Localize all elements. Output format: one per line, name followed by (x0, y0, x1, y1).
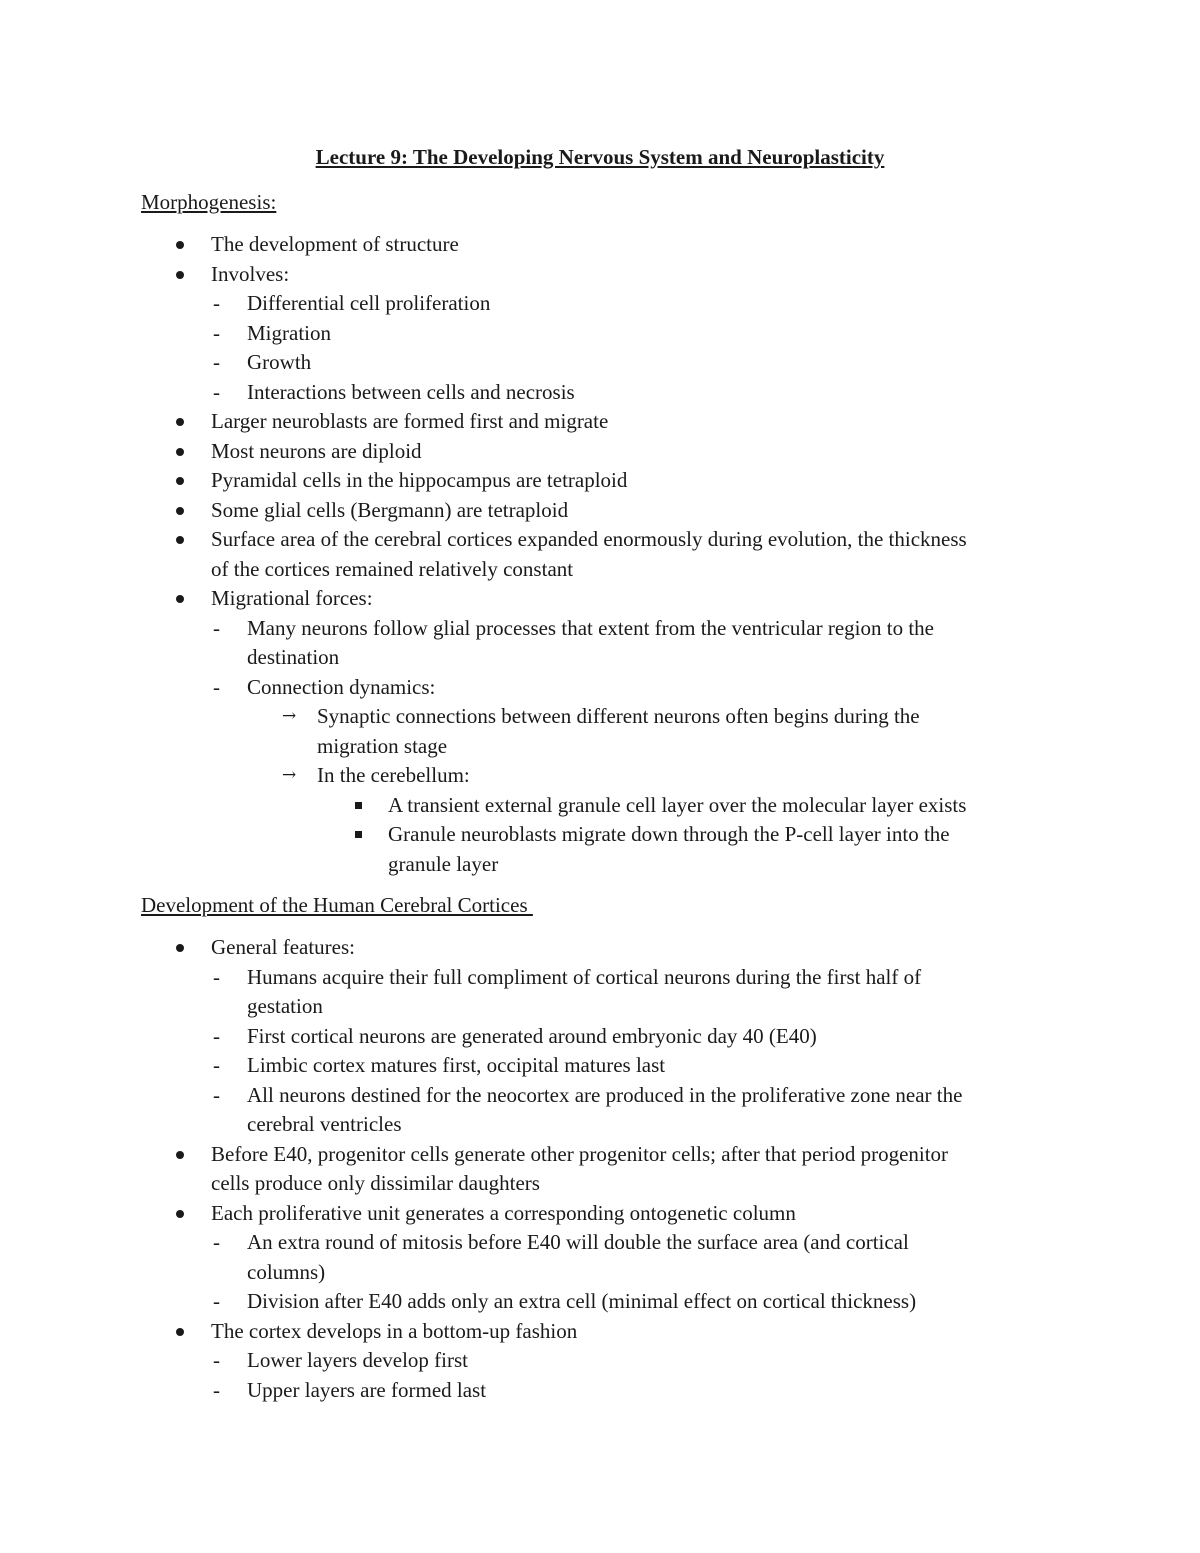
dash-icon: - (213, 964, 220, 989)
list-item (0, 260, 1200, 290)
list-item (0, 1287, 1200, 1317)
list-item-text: First cortical neurons are generated around embryonic day 40 (E40) (247, 1023, 817, 1048)
list-item-text: columns) (247, 1259, 326, 1284)
list-item-text: Limbic cortex matures first, occipital matures last (247, 1053, 666, 1077)
list-item (0, 643, 1200, 673)
list-item (0, 1346, 1200, 1376)
list-item (0, 1081, 1200, 1111)
dash-icon: - (213, 350, 220, 374)
list-item-text: Each proliferative unit generates a corresponding ontogenetic column (211, 1200, 796, 1225)
list-item-text: The development of structure (211, 232, 459, 256)
list-item-text: The cortex develops in a bottom-up fashion (211, 1318, 578, 1343)
list-item (0, 1228, 1200, 1258)
arrow-right-icon: → (282, 765, 297, 785)
section-heading-morphogenesis: Morphogenesis: (141, 190, 277, 214)
list-item (0, 761, 1200, 791)
square-bullet-icon (355, 802, 362, 809)
list-item (0, 230, 1200, 260)
list-item (0, 1051, 1200, 1081)
list-item-text: In the cerebellum: (317, 763, 470, 787)
list-item-text: Some glial cells (Bergmann) are tetraploid (211, 497, 569, 522)
list-item-text: Surface area of the cerebral cortices expanded enormously during evolution, the thickness (211, 527, 967, 551)
list-item-text: granule layer (388, 851, 499, 876)
list-item-text: Most neurons are diploid (211, 438, 422, 463)
dash-icon: - (213, 1348, 220, 1372)
list-item-text: Upper layers are formed last (247, 1377, 487, 1402)
list-item (0, 1022, 1200, 1052)
list-item (0, 319, 1200, 349)
bullet-icon (176, 241, 184, 249)
list-item (0, 933, 1200, 963)
dash-icon: - (213, 615, 220, 640)
list-item-text: Differential cell proliferation (247, 291, 491, 315)
list-item (0, 1317, 1200, 1347)
list-item (0, 348, 1200, 378)
list-item-text: destination (247, 645, 340, 669)
bullet-icon (176, 271, 184, 279)
list-item-text: All neurons destined for the neocortex are produced in the proliferative zone near the (247, 1082, 963, 1107)
list-item (0, 992, 1200, 1022)
list-item (0, 584, 1200, 614)
morphogenesis-list (0, 230, 1200, 879)
list-item-text: Pyramidal cells in the hippocampus are tetraploid (211, 468, 628, 492)
list-item-text: migration stage (317, 733, 448, 758)
list-item-text: Synaptic connections between different neurons often begins during the (317, 704, 920, 728)
arrow-right-icon: → (282, 706, 297, 726)
dash-icon: - (213, 1023, 220, 1048)
square-bullet-icon (355, 831, 362, 838)
list-item-text: Division after E40 adds only an extra cell (minimal effect on cortical thickness) (247, 1289, 917, 1313)
list-item-text: Migrational forces: (211, 586, 373, 610)
list-item-text: An extra round of mitosis before E40 will double the surface area (and cortical (247, 1230, 909, 1254)
list-item-text: Larger neuroblasts are formed first and migrate (211, 409, 609, 433)
dash-icon: - (213, 379, 220, 404)
dash-icon: - (213, 1053, 220, 1077)
dash-icon: - (213, 1082, 220, 1107)
list-item (0, 1376, 1200, 1406)
list-item-text: of the cortices remained relatively constant (211, 556, 574, 581)
list-item-text: General features: (211, 935, 355, 959)
list-item (0, 496, 1200, 526)
list-item (0, 963, 1200, 993)
page-title: Lecture 9: The Developing Nervous System and Neuroplasticity (315, 145, 885, 169)
list-item-text: Involves: (211, 261, 290, 286)
list-item (0, 850, 1200, 880)
list-item-text: Lower layers develop first (247, 1348, 469, 1372)
list-item-text: A transient external granule cell layer over the molecular layer exists (388, 792, 967, 817)
bullet-icon (176, 507, 184, 515)
list-item-text: Growth (247, 350, 312, 374)
list-item (0, 702, 1200, 732)
dash-icon: - (213, 1289, 220, 1313)
list-item (0, 407, 1200, 437)
list-item-text: gestation (247, 994, 323, 1018)
dash-icon: - (213, 674, 220, 699)
bullet-icon (176, 477, 184, 485)
list-item-text: Before E40, progenitor cells generate other progenitor cells; after that period progenitor (211, 1141, 949, 1166)
cerebral-cortices-list (0, 933, 1200, 1405)
list-item (0, 732, 1200, 762)
section-heading-cerebral-cortices: Development of the Human Cerebral Cortices (141, 893, 533, 917)
bullet-icon (176, 1210, 184, 1218)
list-item-text: Granule neuroblasts migrate down through the P-cell layer into the (388, 822, 950, 846)
list-item (0, 820, 1200, 850)
list-item (0, 791, 1200, 821)
list-item (0, 437, 1200, 467)
bullet-icon (176, 1151, 184, 1159)
bullet-icon (176, 944, 184, 952)
list-item-text: Humans acquire their full compliment of cortical neurons during the first half of (247, 964, 922, 989)
list-item (0, 614, 1200, 644)
bullet-icon (176, 536, 184, 544)
list-item-text: Many neurons follow glial processes that extent from the ventricular region to the (247, 615, 934, 640)
list-item (0, 525, 1200, 555)
list-item (0, 1169, 1200, 1199)
bullet-icon (176, 1328, 184, 1336)
bullet-icon (176, 448, 184, 456)
list-item-text: Migration (247, 320, 331, 345)
dash-icon: - (213, 291, 220, 315)
list-item (0, 378, 1200, 408)
list-item (0, 1199, 1200, 1229)
bullet-icon (176, 418, 184, 426)
list-item (0, 1258, 1200, 1288)
dash-icon: - (213, 1377, 220, 1402)
list-item (0, 1140, 1200, 1170)
list-item (0, 1110, 1200, 1140)
list-item-text: cerebral ventricles (247, 1112, 402, 1136)
list-item (0, 673, 1200, 703)
dash-icon: - (213, 320, 220, 345)
bullet-icon (176, 595, 184, 603)
list-item-text: cells produce only dissimilar daughters (211, 1171, 540, 1195)
list-item (0, 289, 1200, 319)
list-item (0, 466, 1200, 496)
dash-icon: - (213, 1230, 220, 1254)
list-item (0, 555, 1200, 585)
list-item-text: Interactions between cells and necrosis (247, 379, 575, 404)
list-item-text: Connection dynamics: (247, 674, 436, 699)
